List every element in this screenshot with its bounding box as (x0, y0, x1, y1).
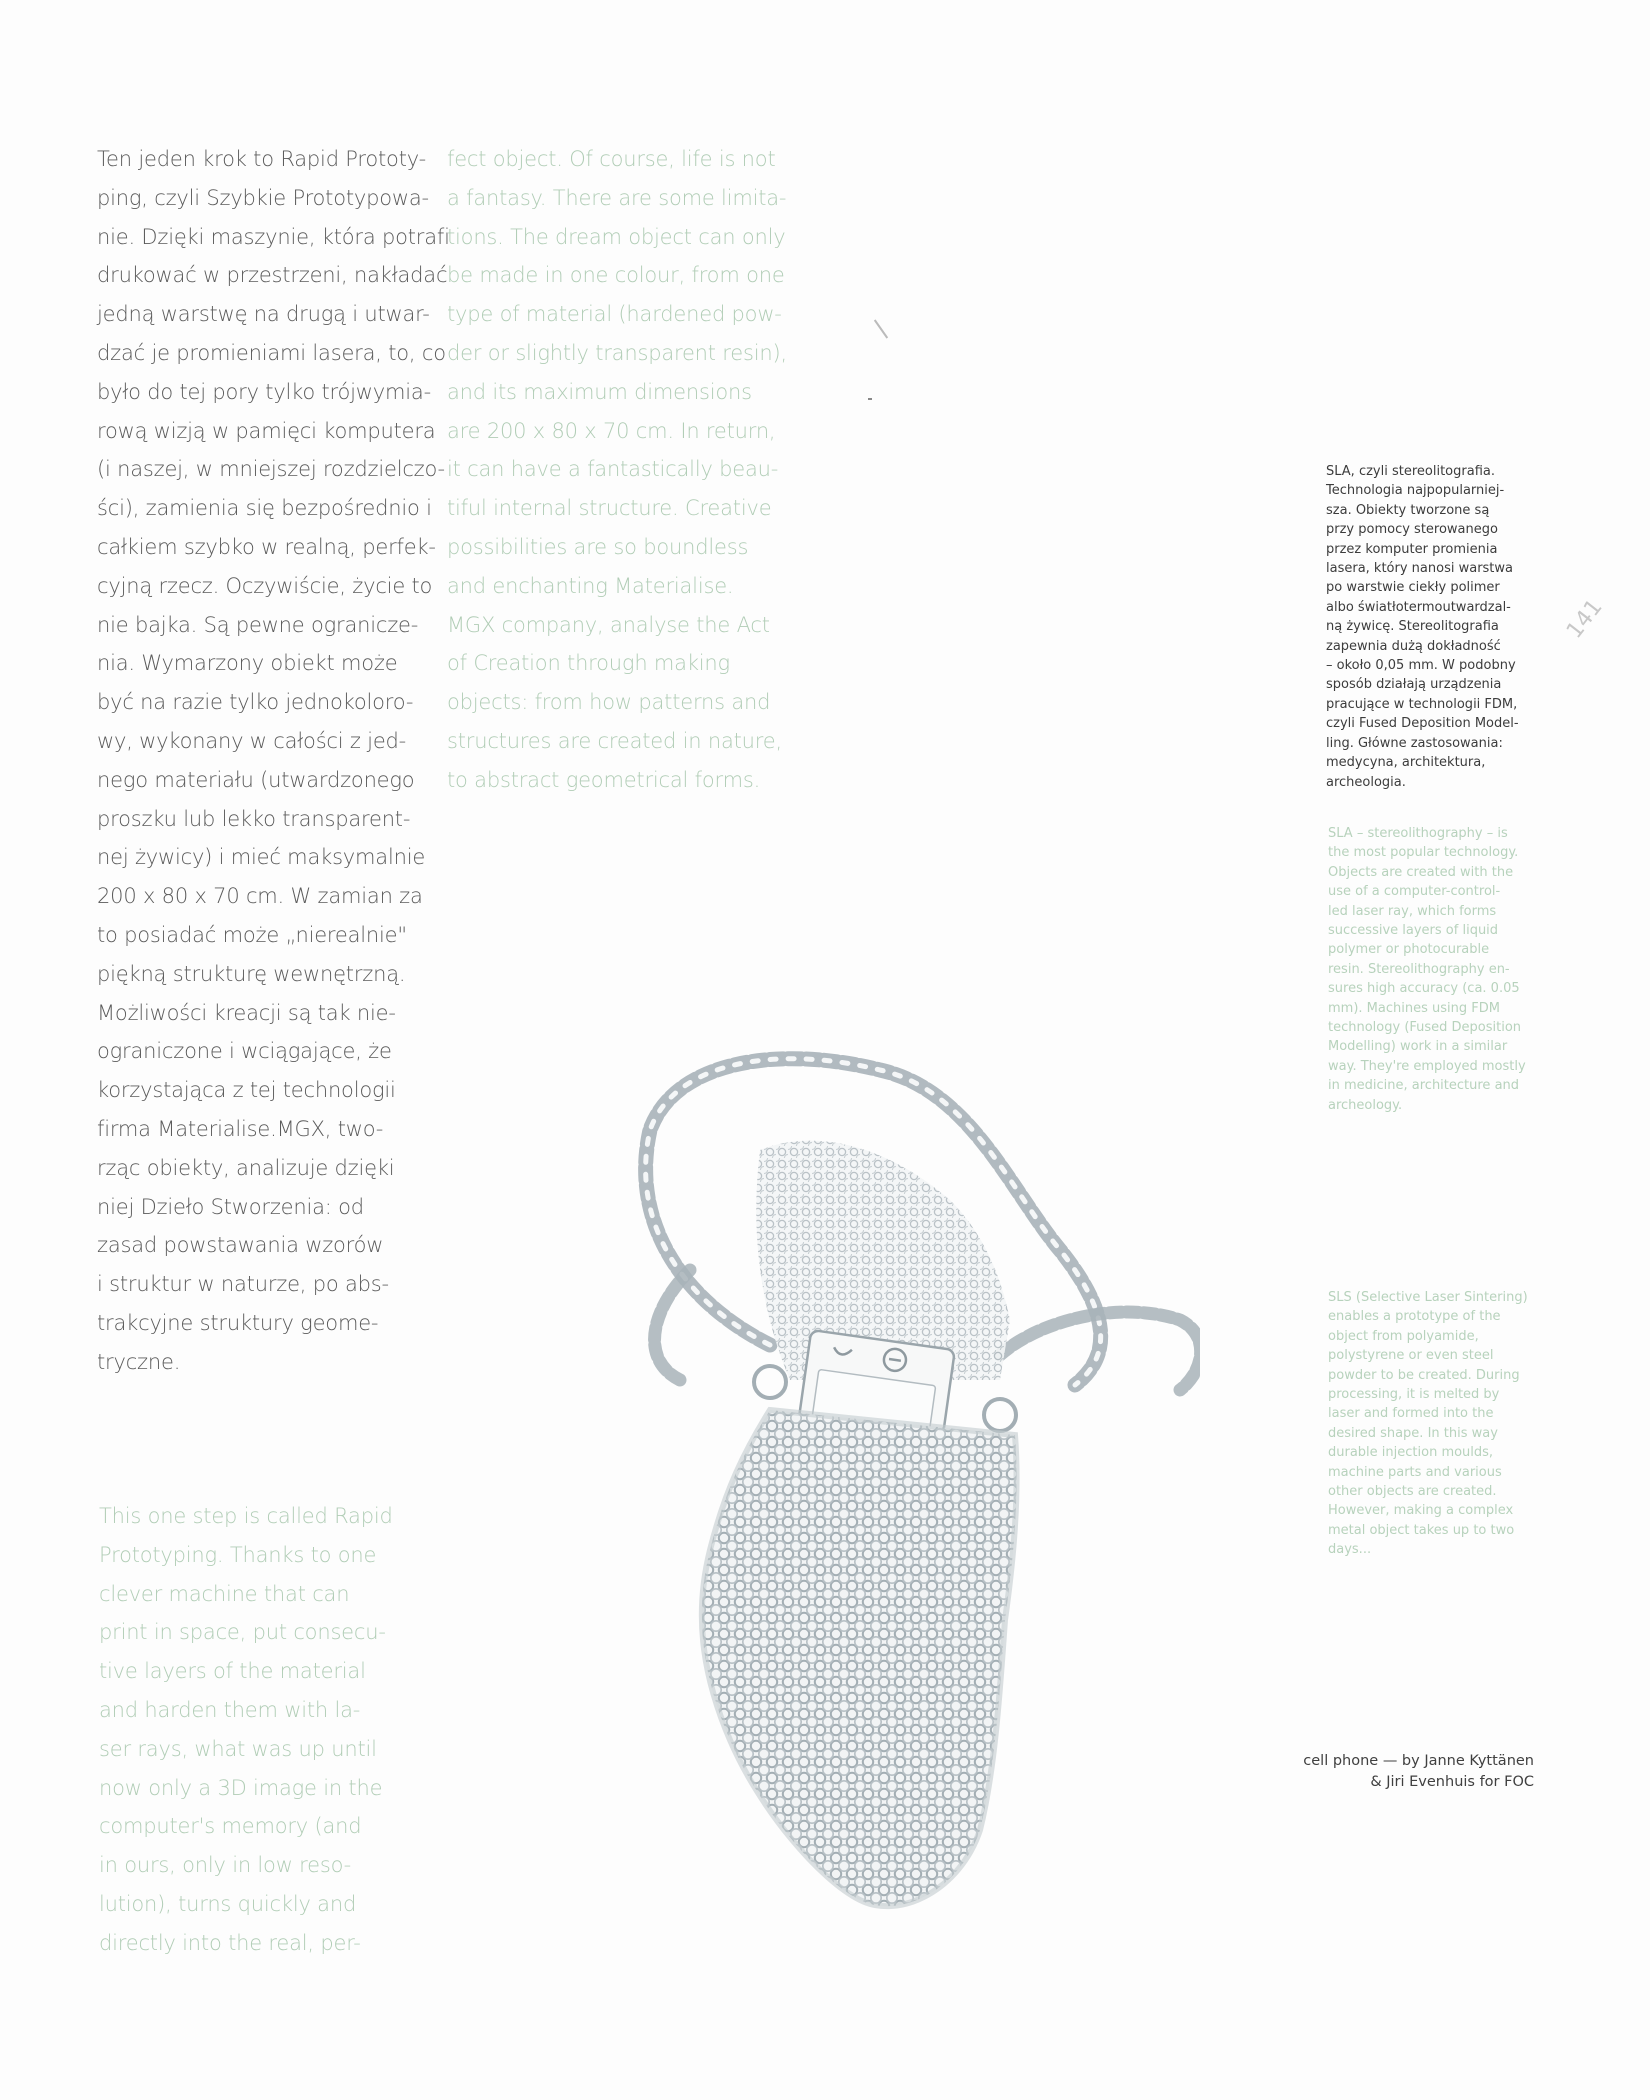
text-line: proszku lub lekko transparent- (97, 806, 411, 831)
text-line: fect object. Of course, life is not (447, 147, 776, 171)
text-line: zasad powstawania wzorów (97, 1233, 384, 1258)
text-line: Możliwości kreacji są tak nie- (97, 1000, 396, 1025)
text-line: (i naszej, w mniejszej rozdzielczo- (97, 457, 445, 482)
sidebar-line: przez komputer promienia (1326, 541, 1498, 557)
sidebar-line: ling. Główne zastosowania: (1326, 735, 1503, 751)
sidebar-line: SLS (Selective Laser Sintering) (1328, 1290, 1528, 1305)
text-line: structures are created in nature, (447, 728, 782, 753)
sidebar-line: durable injection moulds, (1328, 1445, 1494, 1461)
sidebar-line: other objects are created. (1328, 1484, 1497, 1500)
text-line: to posiadać może „nierealnie" (97, 922, 407, 947)
sidebar-line: technology (Fused Deposition (1328, 1020, 1522, 1036)
text-line: now only a 3D image in the (99, 1775, 383, 1800)
sidebar-line: successive layers of liquid (1328, 923, 1499, 939)
text-line: and enchanting Materialise. (447, 573, 734, 598)
sidebar-line: mm). Machines using FDM (1328, 1000, 1500, 1016)
text-line: tiful internal structure. Creative (447, 496, 772, 521)
text-line: of Creation through making (447, 651, 730, 676)
main-text-english-continued (447, 140, 787, 800)
text-line: type of material (hardened pow- (447, 302, 782, 327)
sidebar-line: sposób działają urządzenia (1326, 677, 1502, 693)
text-line: ograniczone i wciągające, że (97, 1039, 392, 1064)
text-line: and harden them with la- (99, 1697, 361, 1722)
text-line: drukować w przestrzeni, nakładać (97, 263, 448, 288)
sidebar-line: przy pomocy sterowanego (1326, 522, 1498, 538)
sidebar-line: – około 0,05 mm. W podobny (1326, 658, 1516, 674)
sidebar-sla-polish (1326, 462, 1519, 792)
text-line: tions. The dream object can only (447, 224, 786, 249)
text-line: tive layers of the material (99, 1659, 366, 1684)
text-line: lution), turns quickly and (99, 1891, 357, 1916)
sidebar-line: However, making a complex (1328, 1503, 1514, 1519)
sidebar-line: polystyrene or even steel (1328, 1348, 1494, 1364)
text-line: korzystająca z tej technologii (97, 1078, 396, 1103)
text-line: trakcyjne struktury geome- (97, 1310, 379, 1335)
sidebar-line: albo światłotermoutwardzal- (1326, 599, 1511, 615)
sidebar-line: polymer or photocurable (1328, 942, 1490, 958)
text-line: MGX company, analyse the Act (447, 612, 770, 637)
text-line: This one step is called Rapid (99, 1504, 393, 1528)
text-line: print in space, put consecu- (99, 1620, 386, 1645)
main-text-polish (97, 140, 450, 1382)
sidebar-line: powder to be created. During (1328, 1367, 1520, 1383)
sidebar-line: sza. Obiekty tworzone są (1326, 502, 1490, 518)
text-line: i struktur w naturze, po abs- (97, 1272, 389, 1297)
text-line: 200 x 80 x 70 cm. W zamian za (97, 884, 423, 909)
sidebar-line: SLA – stereolithography – is (1328, 826, 1508, 841)
sidebar-line: SLA, czyli stereolitografia. (1326, 464, 1495, 479)
text-line: in ours, only in low reso- (99, 1853, 351, 1878)
text-line: firma Materialise.MGX, two- (97, 1116, 384, 1141)
sidebar-line: machine parts and various (1328, 1464, 1502, 1480)
text-line: niej Dzieło Stworzenia: od (97, 1194, 364, 1219)
photo-caption (1303, 1751, 1534, 1793)
sidebar-line: object from polyamide, (1328, 1328, 1479, 1344)
sidebar-line: resin. Stereolithography en- (1328, 961, 1510, 977)
sidebar-line: days... (1328, 1542, 1372, 1558)
text-line: dzać je promieniami lasera, to, co (97, 340, 446, 365)
text-line: computer's memory (and (99, 1814, 362, 1839)
text-line: piękną strukturę wewnętrzną. (97, 961, 406, 986)
sidebar-line: desired shape. In this way (1328, 1425, 1498, 1441)
sidebar-line: way. They're employed mostly (1328, 1058, 1526, 1074)
sidebar-sls-english (1328, 1288, 1528, 1560)
text-line: tryczne. (97, 1349, 181, 1374)
text-line: directly into the real, per- (99, 1930, 361, 1955)
text-line: rową wizją w pamięci komputera (97, 418, 436, 443)
sidebar-line: led laser ray, which forms (1328, 903, 1497, 919)
sidebar-sla-english (1328, 824, 1526, 1115)
sidebar-line: use of a computer-control- (1328, 884, 1501, 900)
text-line: ser rays, what was up until (99, 1736, 377, 1761)
caption-line: cell phone — by Janne Kyttänen (1303, 1753, 1534, 1769)
text-line: ści), zamienia się bezpośrednio i (97, 496, 432, 521)
speck (874, 319, 888, 338)
sidebar-line: Objects are created with the (1328, 864, 1514, 880)
sidebar-line: ną żywicę. Stereolitografia (1326, 619, 1499, 635)
sidebar-line: archeologia. (1326, 774, 1406, 790)
text-line: nego materiału (utwardzonego (97, 767, 415, 792)
caption-line: & Jiri Evenhuis for FOC (1370, 1774, 1534, 1790)
sidebar-line: lasera, który nanosi warstwa (1326, 561, 1514, 577)
speck (868, 398, 872, 400)
text-line: der or slightly transparent resin), (447, 340, 787, 365)
text-line: clever machine that can (99, 1581, 350, 1606)
text-line: ping, czyli Szybkie Prototypowa- (97, 185, 429, 210)
sidebar-line: laser and formed into the (1328, 1406, 1494, 1422)
main-text-english-intro (99, 1497, 393, 1963)
text-line: nie bajka. Są pewne ogranicze- (97, 612, 419, 637)
text-line: być na razie tylko jednokoloro- (97, 690, 414, 715)
sidebar-line: zapewnia dużą dokładność (1326, 638, 1501, 654)
text-line: be made in one colour, from one (447, 263, 785, 288)
text-line: it can have a fantastically beau- (447, 457, 779, 482)
text-line: are 200 x 80 x 70 cm. In return, (447, 418, 776, 443)
text-line: nej żywicy) i mieć maksymalnie (97, 845, 426, 870)
sidebar-line: medycyna, architektura, (1326, 755, 1486, 771)
text-line: objects: from how patterns and (447, 690, 771, 715)
text-line: nie. Dzięki maszynie, która potrafi (97, 224, 450, 249)
text-line: nia. Wymarzony obiekt może (97, 651, 398, 676)
sidebar-line: processing, it is melted by (1328, 1387, 1500, 1403)
text-line: and its maximum dimensions (447, 379, 752, 404)
sidebar-line: po warstwie ciekły polimer (1326, 580, 1500, 596)
cell-phone-photo (620, 1050, 1200, 1920)
text-line: wy, wykonany w całości z jed- (97, 728, 407, 753)
text-line: całkiem szybko w realną, perfek- (97, 534, 436, 559)
sidebar-line: sures high accuracy (ca. 0.05 (1328, 981, 1520, 997)
text-line: to abstract geometrical forms. (447, 767, 761, 792)
sidebar-line: Technologia najpopularniej- (1326, 483, 1505, 499)
sidebar-line: archeology. (1328, 1097, 1403, 1113)
sidebar-line: in medicine, architecture and (1328, 1078, 1520, 1094)
text-line: Ten jeden krok to Rapid Prototy- (97, 147, 426, 171)
text-line: cyjną rzecz. Oczywiście, życie to (97, 573, 433, 598)
page-number: 141 (1562, 594, 1608, 644)
text-line: possibilities are so boundless (447, 534, 749, 559)
sidebar-line: pracujące w technologii FDM, (1326, 696, 1518, 712)
sidebar-line: enables a prototype of the (1328, 1309, 1501, 1325)
sidebar-line: Modelling) work in a similar (1328, 1039, 1508, 1055)
text-line: rząc obiekty, analizuje dzięki (97, 1155, 395, 1180)
sidebar-line: czyli Fused Deposition Model- (1326, 716, 1519, 732)
text-line: jedną warstwę na drugą i utwar- (97, 302, 430, 327)
sidebar-line: the most popular technology. (1328, 845, 1519, 861)
text-line: było do tej pory tylko trójwymia- (97, 379, 431, 404)
text-line: a fantasy. There are some limita- (447, 185, 787, 210)
sidebar-line: metal object takes up to two (1328, 1522, 1515, 1538)
text-line: Prototyping. Thanks to one (99, 1542, 377, 1567)
